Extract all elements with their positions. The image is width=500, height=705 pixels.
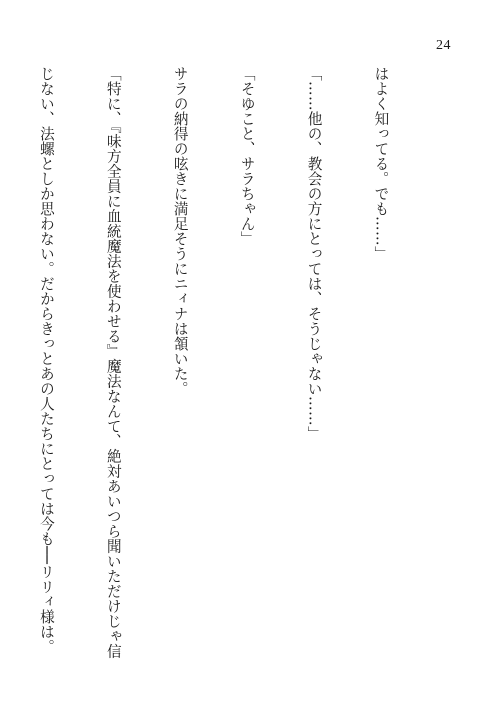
text-line: はよく知ってる。でも……」 [372, 66, 390, 261]
novel-text-body [37, 66, 436, 666]
text-line: 「特に、『味方全員に血統魔法を使わせる』魔法なんて、絶対あいつら聞いただけじゃ信 [104, 66, 122, 659]
text-line: じない、法螺としか思わない。だからきっとあの人たちにとっては今も──リリィ様は。 [37, 66, 55, 655]
text-line: 「そゆこと、サラちゃん」 [238, 66, 256, 246]
text-line: 「……他の、教会の方にとっては、そうじゃない……」 [305, 66, 323, 441]
text-line: サラの納得の呟きに満足そうにニィナは頷いた。 [171, 66, 189, 396]
page-number: 24 [436, 38, 451, 53]
